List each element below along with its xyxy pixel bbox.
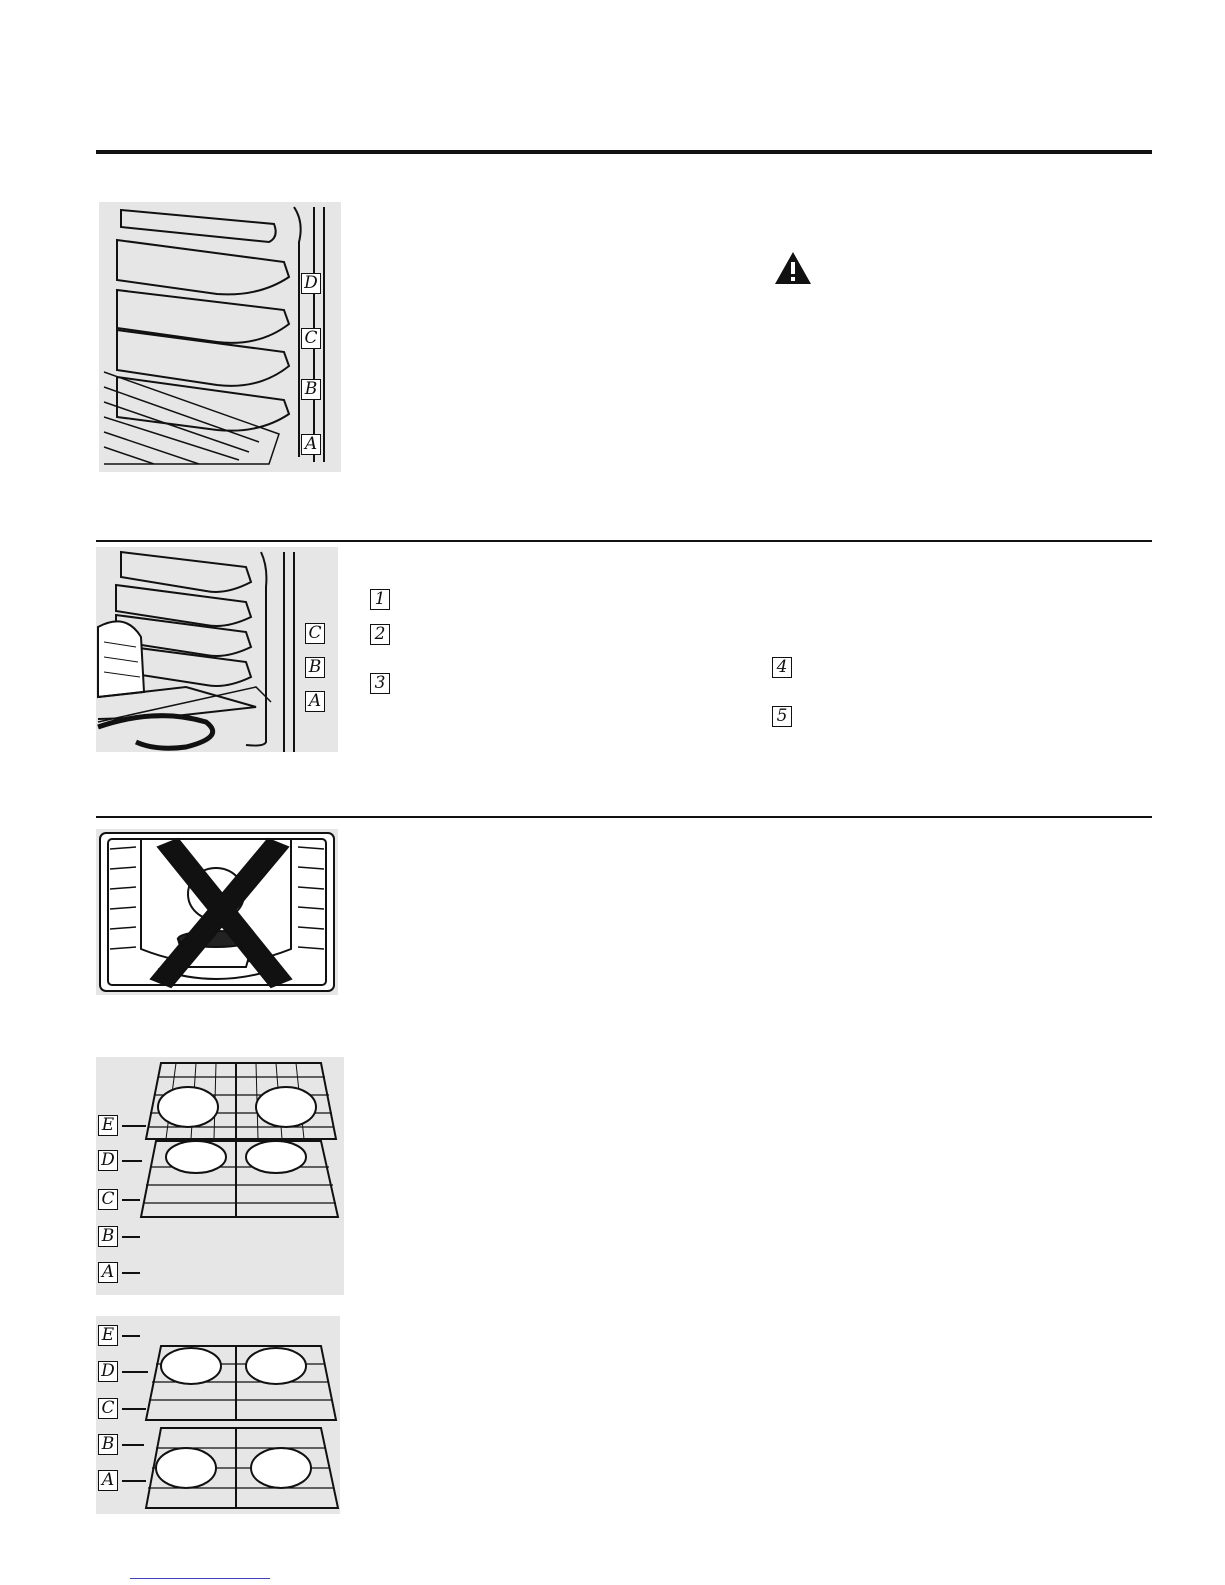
rack-positions-illustration — [99, 202, 341, 472]
rack-position-label-a: A — [305, 691, 325, 712]
do-not-illustration — [96, 829, 338, 995]
rack-position-label-c: C — [98, 1189, 118, 1210]
rack-supports — [117, 210, 289, 431]
rack-with-roast-illustration — [96, 547, 338, 752]
rack-position-label-b: B — [301, 379, 321, 400]
step-number-3: 3 — [370, 673, 390, 694]
rack-position-label-d: D — [98, 1361, 118, 1382]
section-divider-1 — [96, 540, 1152, 542]
rack-position-label-d: D — [301, 273, 321, 294]
two-rack-upper-illustration — [96, 1057, 344, 1295]
oven-rack-lower — [141, 1141, 338, 1217]
step-number-4: 4 — [772, 657, 792, 678]
oven-rack-upper — [146, 1346, 336, 1420]
rack-position-label-d: D — [98, 1150, 118, 1171]
rack-position-label-e: E — [98, 1115, 118, 1136]
rack-position-label-e: E — [98, 1325, 118, 1346]
warning-triangle-icon — [773, 250, 813, 286]
oven-rack-lower — [146, 1428, 338, 1508]
oven-rack-upper — [146, 1063, 336, 1139]
rack-position-label-b: B — [98, 1226, 118, 1247]
rack-position-label-a: A — [98, 1262, 118, 1283]
rack-position-label-b: B — [305, 657, 325, 678]
rack-position-label-a: A — [98, 1470, 118, 1491]
rack-position-label-a: A — [301, 434, 321, 455]
step-number-5: 5 — [772, 706, 792, 727]
section-divider-2 — [96, 816, 1152, 818]
rack-position-label-c: C — [305, 623, 325, 644]
top-rule — [96, 150, 1152, 154]
footer-link[interactable] — [130, 1578, 270, 1580]
rack-position-label-c: C — [301, 328, 321, 349]
rack-position-label-c: C — [98, 1398, 118, 1419]
step-number-1: 1 — [370, 589, 390, 610]
step-number-2: 2 — [370, 624, 390, 645]
two-rack-lower-illustration — [96, 1316, 340, 1514]
roast — [98, 621, 144, 697]
rack-position-label-b: B — [98, 1434, 118, 1455]
